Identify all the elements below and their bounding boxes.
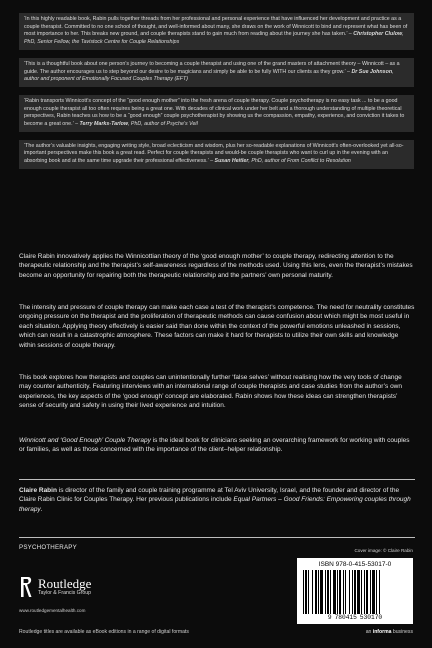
author-name: Claire Rabin xyxy=(19,487,57,494)
publisher-logo xyxy=(19,576,91,598)
endorsement-role: PhD, author of Psyche’s Veil xyxy=(130,121,198,128)
description-paragraph-3: This book explores how therapists and couples can unintentionally further ‘false selves’ without realising how the very tools of change may counter authenticity. Featuring interviews with an international range of couple therapists and case studies from the author’s own experiences, the key aspects of the ‘good enough’ concept are elaborated. Rabin shows how these ideas can strengthen therapists’ sense of security and safety in using their lived experience and intuition. xyxy=(19,374,402,410)
endorsement-name: Christopher Clulow xyxy=(353,31,403,38)
publisher-name: Routledge xyxy=(38,576,92,591)
informa-tagline: an informa business xyxy=(365,629,413,635)
publisher-group: Taylor & Francis Group xyxy=(38,590,92,596)
book-title: Winnicott and ‘Good Enough’ Couple Therapy xyxy=(19,437,151,444)
divider xyxy=(19,537,415,538)
endorsement: ‘The author’s valuable insights, engaging writing style, broad eclecticism and wisdom, plus her so-readable explanations of Winnicott’s often-overlooked yet all-so-important perspectives make this book a great read. Perfect for couple therapists and would-be couple therapists who want to curl up in the evening with an absorbing book and at the same time upgrade their professional effectiveness.’ – Susan Heitler, PhD, author of From Conflict to Resolution xyxy=(19,140,414,169)
endorsement: ‘In this highly readable book, Rabin pulls together threads from her professional and personal experience that have influenced her development and practice as a couple therapist. Committed to no one school of thought, and well-informed about many, she draws on the work of Winnicott to bind and represent what has been of most importance to her. This breaks new ground, and couple therapists stand to gain much from reading about the journey she has taken.’ – Christopher Clulow, PhD, Senior Fellow, the Tavistock Centre for Couple Relationships xyxy=(19,13,414,50)
endorsement-quote: ‘The author’s valuable insights, engaging writing style, broad eclecticism and wisdom, plus her so-readable explanations of Winnicott’s often-overlooked yet all-so-important perspectives make this book a great read. Perfect for couple therapists and would-be couple therapists who want to curl up in the evening with an absorbing book and at the same time upgrade their professional effectiveness.’ xyxy=(24,142,404,165)
informa-brand: informa xyxy=(372,629,392,635)
description-paragraph-1: Claire Rabin innovatively applies the Winnicottian theory of the ‘good enough mother’ to couple therapy, redirecting attention to the therapeutic relationship and the therapist’s self-awareness regardless of the methods used. Using this lens, even the therapist’s mistakes become an opportunity for repairing both the therapeutic relationship and the partners’ own personal maturity. xyxy=(19,253,413,279)
ebook-note: Routledge titles are available as eBook editions in a range of digital formats xyxy=(19,629,189,635)
isbn-label: ISBN 978-0-415-53017-0 xyxy=(318,561,392,568)
endorsements xyxy=(19,13,414,177)
endorsement: ‘Rabin transports Winnicott’s concept of the “good enough mother” into the fresh arena of couple therapy. Couple psychotherapy is no easy task ... to be a good enough couple therapist all too often requires being a great one. With decades of clinical work under her belt and a thorough understanding of multiple theoretical perspectives, Rabin teaches us how to be a “good enough” couple psychotherapist by showing us the compassion, empathy, experience, and conviction it takes to become a great one.’ – Terry Marks-Tarlow, PhD, author of Psyche’s Veil xyxy=(19,95,414,132)
description-paragraph-4: Winnicott and ‘Good Enough’ Couple Therapy is the ideal book for clinicians seeking an overarching framework for working with couples or families, as well as those concerned with the importance of the client–helper relationship. xyxy=(19,437,410,454)
endorsement-quote: ‘In this highly readable book, Rabin pulls together threads from her professional and personal experience that have influenced her development and practice as a couple therapist. Committed to no one school of thought, and well-informed about many, she draws on the work of Winnicott to bind and represent what has been of most importance to her. This breaks new ground, and couple therapists stand to gain much from reading about the journey she has taken.’ xyxy=(24,16,408,38)
barcode-icon xyxy=(303,570,407,614)
previous-book-title: Equal Partners – Good Friends: Empowering couples through therapy xyxy=(19,496,411,513)
endorsement-name: Dr Sue Johnson xyxy=(351,68,393,75)
endorsement-quote: ‘Rabin transports Winnicott’s concept of the “good enough mother” into the fresh arena of couple therapy. Couple psychotherapy is no easy task ... to be a good enough couple therapist all too often requires being a great one. With decades of clinical work under her belt and a thorough understanding of multiple theoretical perspectives, Rabin teaches us how to be a “good enough” couple psychotherapist by showing us the compassion, empathy, experience, and conviction it takes to become a great one.’ xyxy=(24,97,405,128)
endorsement-role: PhD, Senior Fellow, the Tavistock Centre for Couple Relationships xyxy=(24,39,180,46)
routledge-logo-icon xyxy=(19,576,33,598)
description-paragraph-2: The intensity and pressure of couple therapy can make each case a test of the therapist’s competence. The need for neutrality constitutes ongoing pressure on the therapist and the proliferation of therapeutic methods can cause confusion about which might be most useful in each situation. Applying theory effectively is easier said than done within the context of the powerful emotions unleashed in sessions, which can result in a catastrophic atmosphere. These factors can make it hard for therapists to utilize their own skills and knowledge within sessions of couple therapy. xyxy=(19,304,415,349)
isbn-barcode xyxy=(297,558,413,624)
endorsement-quote: ‘This is a thoughtful book about one person’s journey to becoming a couple therapist and using one of the grand masters of attachment theory – Winnicott – as a guide. The author encourages us to step beyond our desire to be magicians and simply be able to be fully WITH our clients as they grow.’ xyxy=(24,60,400,75)
author-bio: Claire Rabin is director of the family and couple training programme at Tel Aviv University, Israel, and the founder and director of the Claire Rabin Clinic for Couples Therapy. Her previous publications include Equal Partners – Good Friends: Empowering couples through therapy. xyxy=(19,487,411,513)
publisher-website[interactable]: www.routledgementalhealth.com xyxy=(19,608,86,613)
subject-category: PSYCHOTHERAPY xyxy=(19,544,77,551)
endorsement-name: Terry Marks-Tarlow xyxy=(79,121,128,128)
endorsement-role: PhD, author of From Conflict to Resolution xyxy=(251,158,351,165)
endorsement-role: author and proponent of Emotionally Focused Couples Therapy (EFT) xyxy=(24,76,188,83)
barcode-digits: 9 780415 530170 xyxy=(327,614,383,621)
cover-credit: Cover image: © Claire Rabin xyxy=(354,548,413,553)
endorsement-name: Susan Heitler xyxy=(214,158,249,165)
endorsement: ‘This is a thoughtful book about one person’s journey to becoming a couple therapist and using one of the grand masters of attachment theory – Winnicott – as a guide. The author encourages us to step beyond our desire to be magicians and simply be able to be fully WITH our clients as they grow.’ – Dr Sue Johnson, author and proponent of Emotionally Focused Couples Therapy (EFT) xyxy=(19,58,414,87)
divider xyxy=(19,479,415,480)
